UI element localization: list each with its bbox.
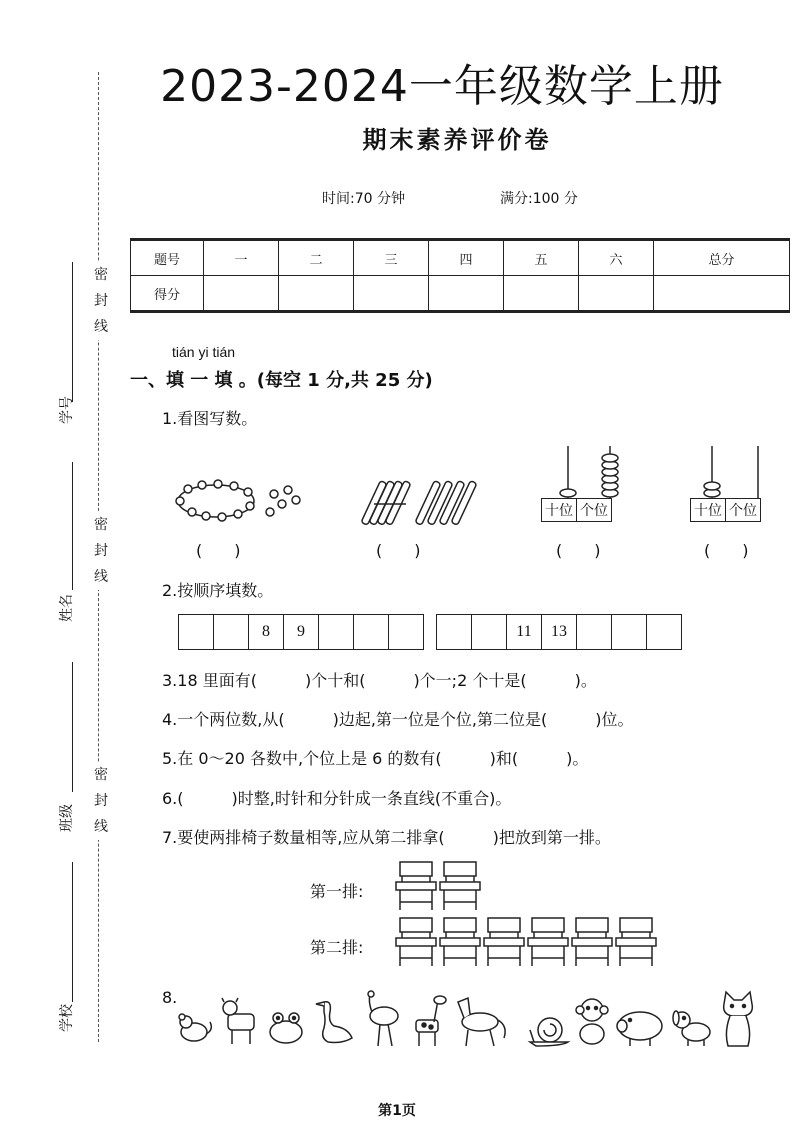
seal-char: 封 bbox=[94, 293, 108, 309]
row1-label: 第一排: bbox=[310, 882, 364, 901]
seal-char: 线 bbox=[94, 819, 108, 835]
seal-marker-2 bbox=[94, 512, 106, 590]
seq-cell[interactable] bbox=[647, 615, 681, 649]
school-label: 学校 bbox=[59, 1004, 75, 1032]
question-4: 4.一个两位数,从( )边起,第一位是个位,第二位是( )位。 bbox=[162, 710, 634, 729]
cat-icon bbox=[724, 992, 753, 1046]
score-cell[interactable] bbox=[279, 276, 354, 312]
seal-marker-3 bbox=[94, 762, 106, 840]
question-8: 8. bbox=[162, 988, 178, 1007]
chair-icon bbox=[616, 918, 656, 966]
score-table-score-row bbox=[131, 276, 790, 312]
question-3: 3.18 里面有( )个十和( )个一;2 个十是( )。 bbox=[162, 671, 597, 690]
chair-icon bbox=[396, 862, 436, 910]
seq-cell[interactable] bbox=[389, 615, 423, 649]
chair-icon bbox=[528, 918, 568, 966]
question-2: 2.按顺序填数。 bbox=[162, 581, 274, 600]
chair-icon bbox=[440, 918, 480, 966]
question-6: 6.( )时整,时针和分针成一条直线(不重合)。 bbox=[162, 789, 512, 808]
seal-char: 封 bbox=[94, 793, 108, 809]
cow-icon bbox=[222, 998, 254, 1044]
dog-icon bbox=[673, 1011, 710, 1046]
chair-icon bbox=[440, 862, 480, 910]
class-line[interactable] bbox=[72, 662, 73, 792]
name-label: 姓名 bbox=[59, 594, 75, 622]
chairs-row-1 bbox=[396, 860, 496, 912]
tens-label: 十位 bbox=[542, 499, 577, 521]
school-line[interactable] bbox=[72, 862, 73, 1002]
seal-char: 线 bbox=[94, 319, 108, 335]
time-info: 时间:70 分钟 bbox=[322, 191, 405, 207]
seq-cell[interactable] bbox=[354, 615, 389, 649]
page-title: 2023-2024一年级数学上册 bbox=[160, 61, 724, 112]
student-id-label: 学号 bbox=[59, 396, 75, 424]
pig-icon bbox=[617, 1012, 662, 1046]
answer-blank[interactable]: ( ) bbox=[196, 541, 241, 560]
number-sequence-2 bbox=[436, 614, 682, 650]
class-label: 班级 bbox=[59, 804, 75, 832]
seq-cell[interactable] bbox=[577, 615, 612, 649]
number-sequence-1 bbox=[178, 614, 424, 650]
answer-blank[interactable]: ( ) bbox=[704, 541, 749, 560]
ones-label: 个位 bbox=[580, 503, 608, 519]
abacus-image bbox=[540, 444, 640, 500]
frog-icon bbox=[270, 1013, 302, 1043]
horse-icon bbox=[458, 998, 505, 1046]
seal-char: 线 bbox=[94, 569, 108, 585]
seq-cell: 13 bbox=[542, 615, 577, 649]
seq-cell[interactable] bbox=[179, 615, 214, 649]
seal-char: 密 bbox=[94, 767, 108, 783]
place-value-box-2 bbox=[690, 498, 761, 522]
snail-icon bbox=[530, 1018, 568, 1046]
seq-cell: 8 bbox=[249, 615, 284, 649]
score-cell[interactable] bbox=[354, 276, 429, 312]
score-cell[interactable] bbox=[504, 276, 579, 312]
chair-icon bbox=[396, 918, 436, 966]
animal-row bbox=[176, 992, 756, 1050]
ones-label: 个位 bbox=[729, 503, 757, 519]
tens-label: 十位 bbox=[691, 499, 726, 521]
seal-char: 封 bbox=[94, 543, 108, 559]
seq-cell[interactable] bbox=[612, 615, 647, 649]
table-cell: 三 bbox=[354, 240, 429, 276]
seq-cell[interactable] bbox=[437, 615, 472, 649]
page-number: 第1页 bbox=[378, 1103, 416, 1119]
page-subtitle: 期末素养评价卷 bbox=[362, 126, 552, 154]
seq-cell: 11 bbox=[507, 615, 542, 649]
abacus-image bbox=[690, 444, 790, 500]
table-cell: 总分 bbox=[654, 240, 790, 276]
bead-loop-image bbox=[176, 474, 306, 526]
giraffe-icon bbox=[416, 996, 446, 1046]
question-5: 5.在 0～20 各数中,个位上是 6 的数有( )和( )。 bbox=[162, 749, 589, 768]
section-heading: 一、填 一 填 。(每空 1 分,共 25 分) bbox=[130, 370, 433, 391]
seq-cell[interactable] bbox=[319, 615, 354, 649]
place-value-box-1 bbox=[541, 498, 612, 522]
chairs-row-2 bbox=[396, 916, 676, 968]
answer-blank[interactable]: ( ) bbox=[376, 541, 421, 560]
seal-char: 密 bbox=[94, 267, 108, 283]
goose-icon bbox=[316, 1002, 352, 1043]
section-pinyin: tián yi tián bbox=[172, 344, 236, 360]
table-cell: 得分 bbox=[131, 276, 204, 312]
answer-blank[interactable]: ( ) bbox=[556, 541, 601, 560]
ostrich-icon bbox=[368, 991, 398, 1046]
score-cell[interactable] bbox=[579, 276, 654, 312]
seq-cell: 9 bbox=[284, 615, 319, 649]
table-cell: 二 bbox=[279, 240, 354, 276]
score-cell[interactable] bbox=[429, 276, 504, 312]
chair-icon bbox=[572, 918, 612, 966]
table-cell: 四 bbox=[429, 240, 504, 276]
table-cell: 题号 bbox=[131, 240, 204, 276]
name-line[interactable] bbox=[72, 462, 73, 590]
seq-cell[interactable] bbox=[472, 615, 507, 649]
question-7: 7.要使两排椅子数量相等,应从第二排拿( )把放到第一排。 bbox=[162, 828, 611, 847]
monkey-icon bbox=[576, 999, 608, 1044]
table-cell: 六 bbox=[579, 240, 654, 276]
score-info: 满分:100 分 bbox=[500, 191, 578, 207]
seal-char: 密 bbox=[94, 517, 108, 533]
question-1: 1.看图写数。 bbox=[162, 409, 258, 428]
table-cell: 五 bbox=[504, 240, 579, 276]
mouse-icon bbox=[179, 1014, 211, 1041]
sticks-image bbox=[366, 474, 476, 530]
row2-label: 第二排: bbox=[310, 938, 364, 957]
seq-cell[interactable] bbox=[214, 615, 249, 649]
seal-marker-1 bbox=[94, 262, 106, 340]
score-cell[interactable] bbox=[204, 276, 279, 312]
score-table bbox=[130, 238, 790, 313]
score-cell[interactable] bbox=[654, 276, 790, 312]
chair-icon bbox=[484, 918, 524, 966]
table-cell: 一 bbox=[204, 240, 279, 276]
student-id-line[interactable] bbox=[72, 262, 73, 402]
score-table-header-row bbox=[131, 240, 790, 276]
